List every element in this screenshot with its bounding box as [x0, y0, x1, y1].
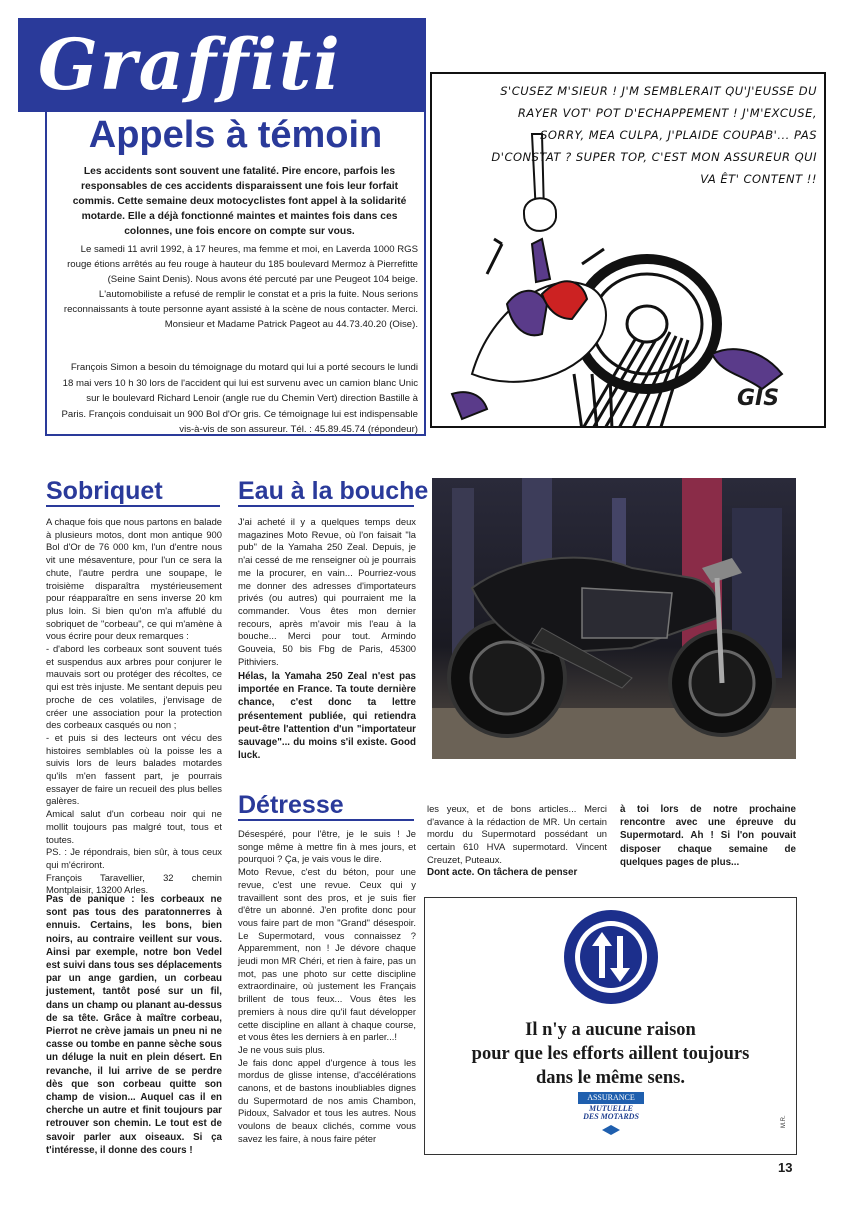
sobriquet-rule — [46, 505, 220, 507]
eau-rule — [238, 505, 414, 507]
page-number: 13 — [778, 1160, 793, 1175]
ad-credit: M.R. — [781, 1115, 787, 1128]
detresse-answer-end: à toi lors de notre prochaine rencontre avec une épreuve du Supermotard. Ah ! Si l'on pouvait disposer chaque semaine de quelques pages de plus... — [620, 804, 796, 868]
ad-headline-line: Il n'y a aucune raison — [525, 1020, 696, 1040]
detresse-continuation: les yeux, et de bons articles... Merci d'avance à la rédaction de MR. Un certain mordu du Supermotard possédant un certain 610 HVA supermotard. Vincent Creuzet, Puteaux. — [427, 803, 607, 865]
sobriquet-answer: Pas de panique : les corbeaux ne sont pas tous des paratonnerres à ennuis. Certains, les bons, bien noirs, au contraire veillent sur vous. Ainsi par exemple, notre bon Vedel est suivi dans tous ses déplacements par un ange gardien, un corbeau justement, tantôt posé sur un fil, dans un champ ou planant au-dessus de sa tête. Grâce à maître corbeau, Pierrot ne crève jamais un pneu ni ne casse ou tombe en panne sèche sous un déluge la nuit en plein désert. En revanche, il lui arrive de se perdre dès que son corbeau quitte son champ de vision... Auquel cas il en cherche un autre et finit toujours par retrouver son chemin. Le tout est de savoir parler aux oiseaux. Si ça t'intéresse, il donne des cours ! — [46, 894, 222, 1156]
detresse-title: Détresse — [238, 791, 344, 819]
advertisement — [424, 897, 797, 1155]
appels-box — [45, 112, 426, 436]
paragraph: Je fais donc appel d'urgence à tous les mordus de glisse intense, d'accélérations canons, et de bastons inoubliables dignes du Supermotard de nos amis Chambon, Pidoux, Salvador et tous les autres. Nous voulons de beaux clichés, comme vous savez les faire, à nous faire péter — [238, 1056, 416, 1144]
brand-emblem-icon — [600, 1124, 622, 1136]
motorcycle-photo — [432, 478, 796, 759]
letter-signature: Monsieur et Madame Patrick Pageot au 44.73.40.20 (Oise). — [164, 319, 418, 330]
detresse-rule — [238, 819, 414, 821]
paragraph: PS. : Je répondrais, bien sûr, à tous ceux qui m'écriront. — [46, 846, 222, 870]
cartoon-speech: S'CUSEZ M'SIEUR ! J'M SEMBLERAIT QU'J'EUSSE DU RAYER VOT' POT D'ECHAPPEMENT ! J'M'EXCUSE, SORRY, MEA CULPA, J'PLAIDE COUPAB'... PAS D'CONSTAT ? SUPER TOP, C'EST MON ASSUREUR QUI VA ÊT' CONTENT !! — [491, 84, 817, 186]
paragraph: Désespéré, pour l'être, je le suis ! Je songe même à mettre fin à mes jours, et pourquoi ? Ça, je vais vous le dire. — [238, 828, 416, 865]
masthead-banner — [18, 18, 426, 112]
ad-assurance-label: ASSURANCE — [578, 1092, 644, 1104]
paragraph: Moto Revue, c'est du béton, pour une revue, c'est une revue. Ceux qui y travaillent sont des pros, et je suis fier d'être un abonné. J'en profite donc pour vous faire part de mon "Grand" désespoir. Le Supermotard, vous connaissez ? Apparemment, non ! Je dévore chaque jeudi mon MR Chéri, et rien à faire, pas un mot, pas une photo sur cette discipline extraordinaire, où justement les Français brillent de tous feux... Vous êtes les premiers à nous dire qu'il faut développer cette discipline en allant à chaque course, et vous êtes les derniers à en parler...! — [238, 866, 416, 1043]
ad-brand-line: MUTUELLE — [589, 1104, 633, 1113]
paragraph: A chaque fois que nous partons en balade à plusieurs motos, dont mon antique 900 Bol d'Or de 76 000 km, l'un d'entre nous vit une mésaventure, pour l'un ce sera la chute, l'autre perdra une soupape, le troisième disparaîtra mystérieusement pour réapparaître en sens inverse 20 km plus loin. Si bien qu'on m'a affublé du sobriquet de "corbeau", ce qui m'amène à vous écrire pour deux remarques : — [46, 516, 222, 642]
paragraph: François Taravellier, 32 chemin Montplaisir, 13200 Arles. — [46, 871, 222, 896]
eau-title: Eau à la bouche — [238, 477, 429, 505]
cartoon-panel — [430, 72, 826, 428]
appels-letter-simon: François Simon a besoin du témoignage du motard qui lui a porté secours le lundi 18 mai vers 10 h 30 lors de l'accident qui lui est survenu avec un camion blanc Unic sur le boulevard Richard Lenoir (angle rue du Chemin Vert) direction Bastille à Paris. François conduisait un 900 Bol d'Or gris. Ce témoignage lui est indispensable vis-à-vis de son assureur. Tél. : 45.89.45.74 (répondeur) — [61, 362, 418, 435]
paragraph: Je ne vous suis plus. — [238, 1043, 326, 1055]
eau-body: J'ai acheté il y a quelques temps deux magazines Moto Revue, où l'on faisait "la pub" de la Yamaha 250 Zeal. Depuis, je n'ai cessé de me renseigner où je pourrais me la procurer, en vain... Pourriez-vous me donner des adresses d'importateurs privés (ou autres) qui pourraient me la commander. Vous êtes mon dernier recours, après m'avoir mis l'eau à la bouche... Merci pour tout. Armindo Gouveia, 50 bis Fbg de Paris, 45300 Pithiviers. — [238, 516, 416, 667]
letter-text: Le samedi 11 avril 1992, à 17 heures, ma femme et moi, en Laverda 1000 RGS rouge étions arrêtés au feu rouge à hauteur du 185 boulevard Mermoz à Pierrefitte (Seine Saint Denis). Nous avons été percuté par une Peugeot 104 beige. L'automobiliste a refusé de remplir le constat et a pris la fuite. Nous serions reconnaissants à toute personne ayant assisté à la scène de nous contacter. Merci. — [63, 244, 418, 315]
appels-intro: Les accidents sont souvent une fatalité. Pire encore, parfois les responsables de ces accidents disparaissent une fois leur forfait commis. Cette semaine deux motocyclistes font appel à la solidarité motarde. Elle a déjà fonctionné maintes et maintes fois dans ces colonnes, une fois encore on compte sur vous. — [72, 166, 407, 237]
sobriquet-title: Sobriquet — [46, 477, 163, 505]
paragraph: Amical salut d'un corbeau noir qui ne mollit toujours pas malgré tout, tous et toutes. — [46, 808, 222, 845]
ad-brand — [565, 1105, 657, 1121]
paragraph: - et puis si des lecteurs ont vécu des histoires semblables où la poisse les a suivis lors de leurs balades motardes qu'ils m'en fassent part, je pourrais essayer de faire un recueil des plus belles galères. — [46, 731, 222, 807]
appels-title: Appels à témoin — [88, 114, 383, 156]
masthead-title: Graffiti — [38, 23, 342, 106]
eau-answer: Hélas, la Yamaha 250 Zeal n'est pas importée en France. Ta toute dernière chance, c'est donc ta lettre présentement publiée, qui retiendra peut-être l'attention d'un "importateur sauvage"... du moins s'il existe. Good luck. — [238, 671, 416, 762]
detresse-answer-start: Dont acte. On tâchera de penser — [427, 867, 578, 878]
cartoon-signature: GIS — [737, 386, 780, 411]
detresse-body — [238, 828, 416, 1146]
appels-letter-pageot — [61, 242, 418, 332]
ad-headline — [425, 1018, 796, 1090]
sobriquet-body — [46, 516, 222, 897]
paragraph: - d'abord les corbeaux sont souvent tués et suspendus aux arbres pour conjurer le mauvais sort ou protéger des récoltes, ce qui est très injuste. Me sentant depuis peu proche de ces volatiles, j'envisage de créer une association pour la protection des corbeaux casqués ou non ; — [46, 643, 222, 731]
ad-brand-line: DES MOTARDS — [583, 1112, 639, 1121]
ad-headline-line: pour que les efforts aillent toujours — [471, 1044, 750, 1064]
ad-headline-line: dans le même sens. — [535, 1068, 686, 1088]
opposite-arrows-icon — [562, 908, 660, 1006]
